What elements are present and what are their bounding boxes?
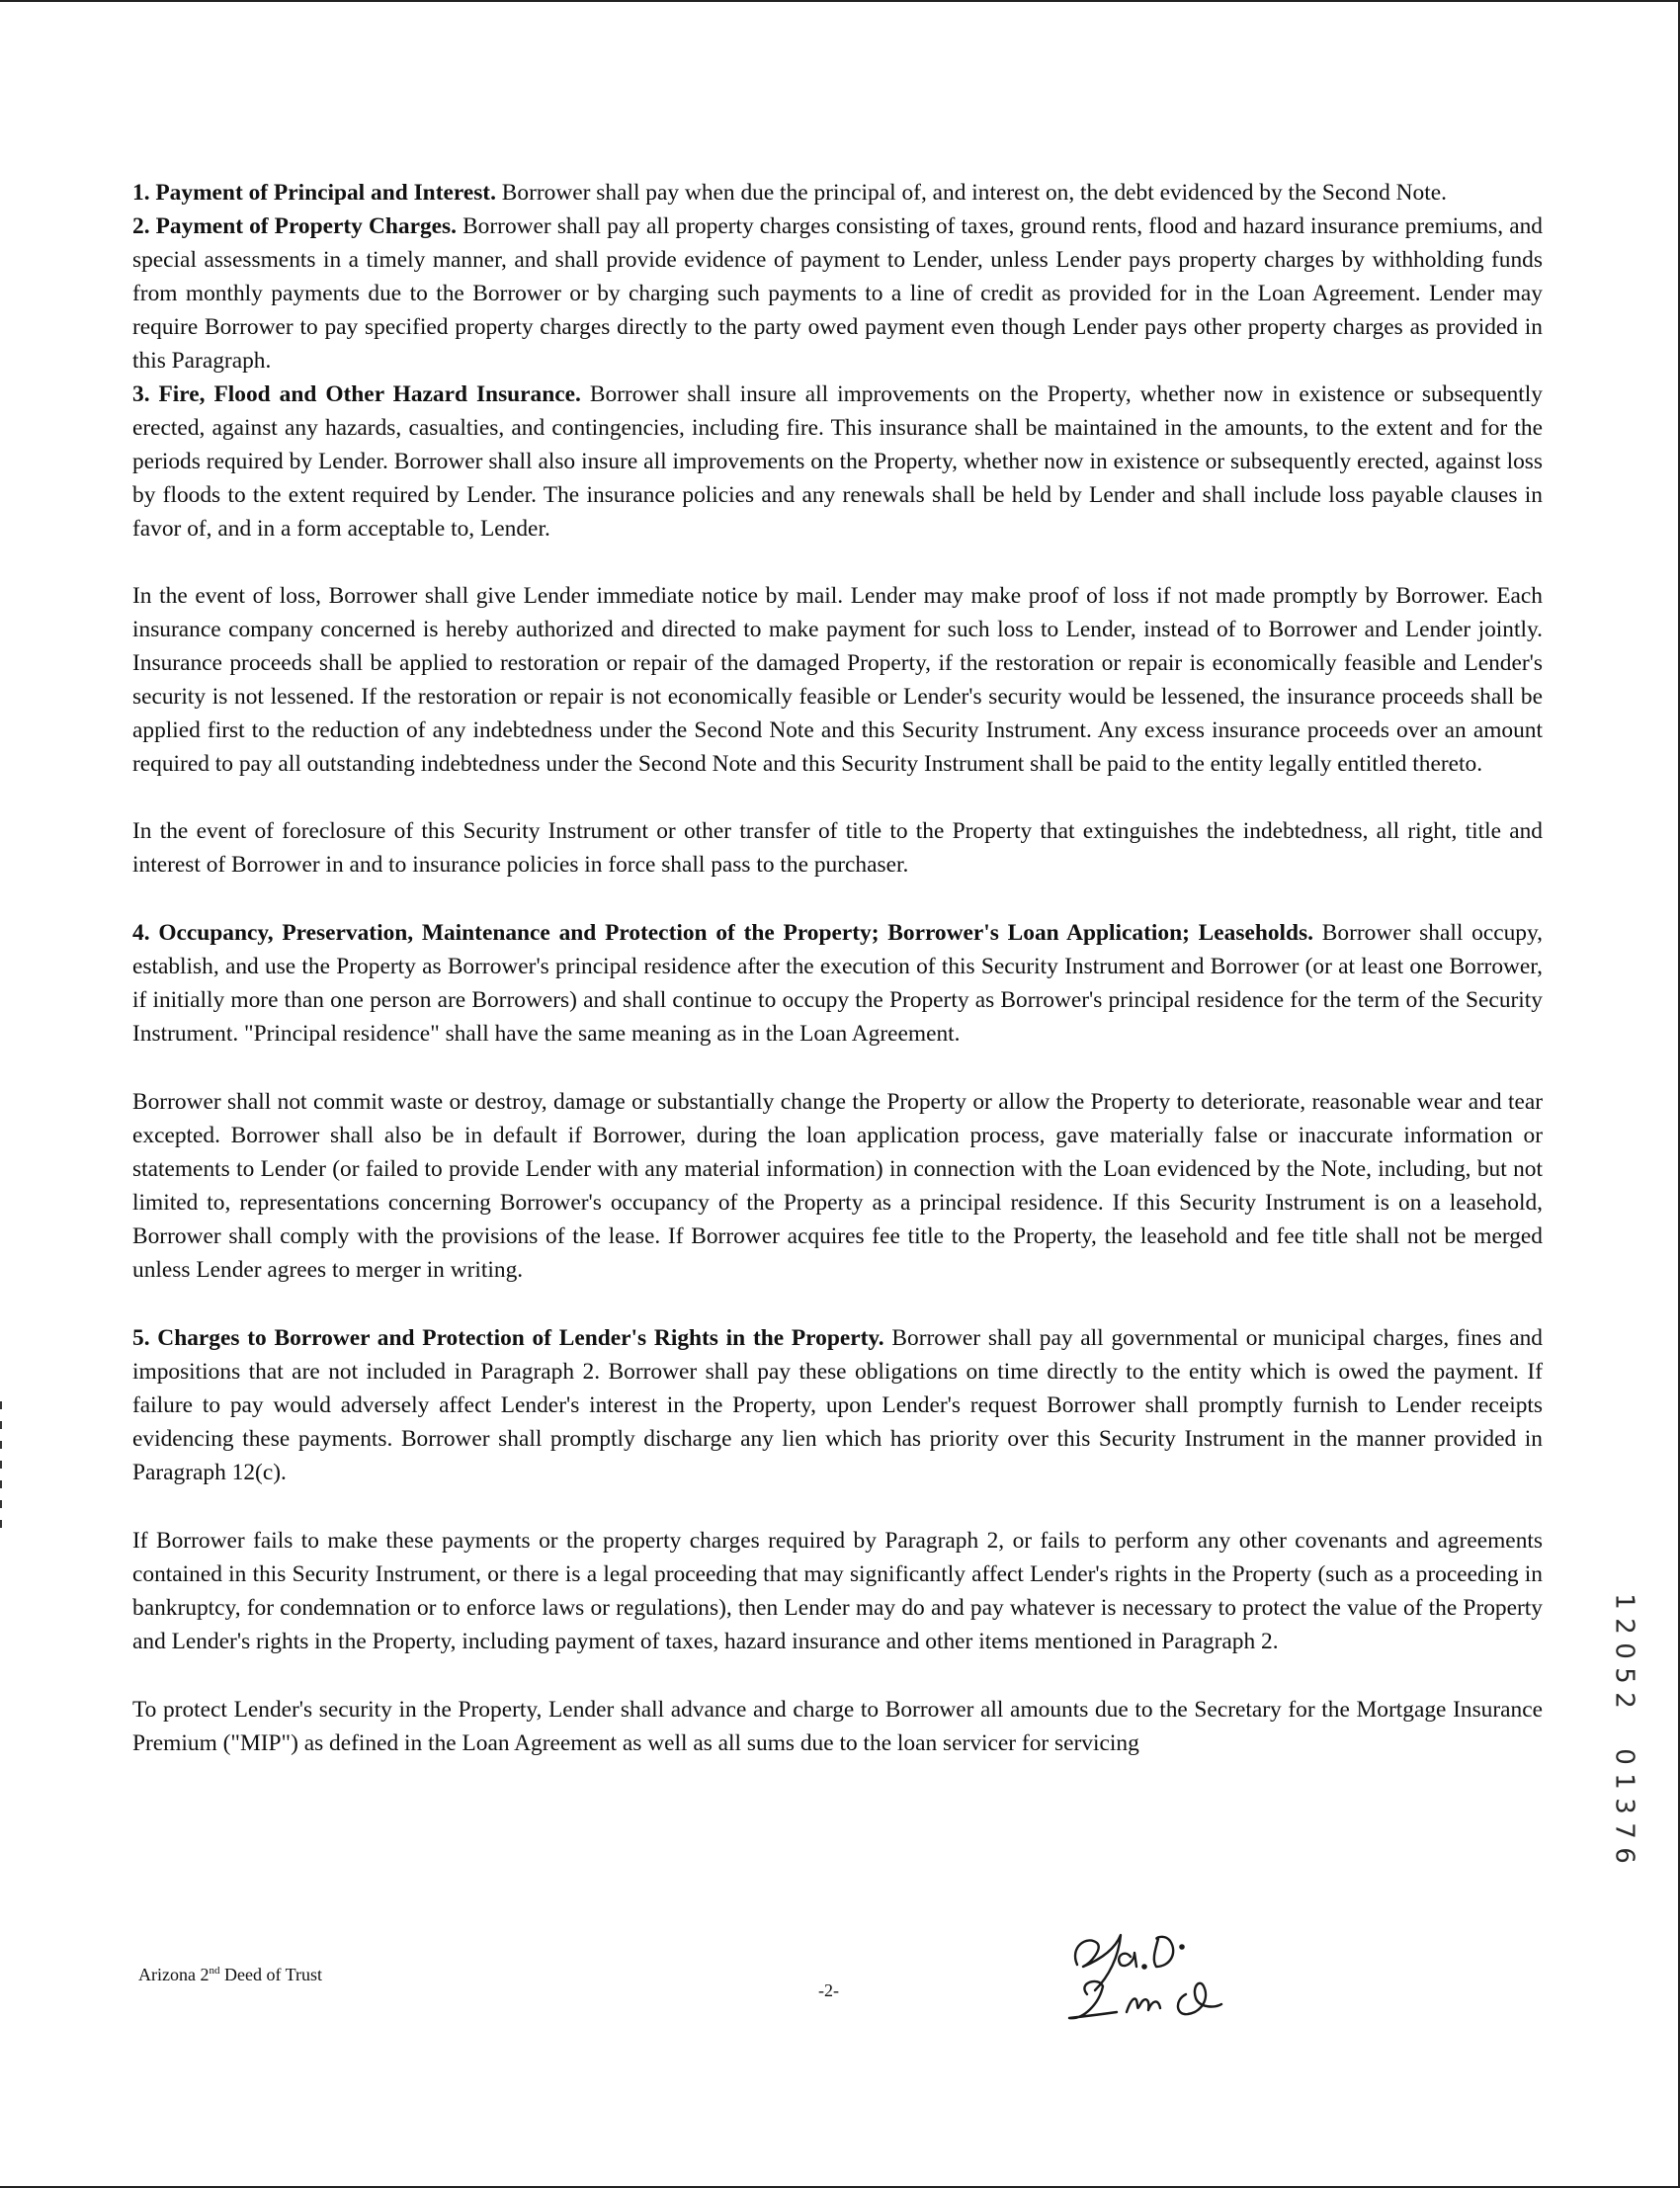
paragraph-3-foreclosure: In the event of foreclosure of this Security Instrument or other transfer of title to the Property that extinguishes the indebtedness, all right, title and interest of Borrower in and to insurance policies in force shall pass to the purchaser.: [132, 818, 1543, 878]
left-edge-scan-marks: [0, 1401, 2, 1530]
recording-digit: 7: [1609, 1822, 1639, 1839]
recording-digit: 1: [1609, 1773, 1639, 1790]
form-name-part: Deed of Trust: [219, 1965, 322, 1984]
paragraph-3: [132, 378, 1543, 546]
recording-digit: 2: [1609, 1618, 1639, 1635]
page-number: -2-: [818, 1980, 839, 2000]
recording-digit: 0: [1609, 1642, 1639, 1659]
paragraph-1: [132, 176, 1543, 210]
paragraph-2: [132, 210, 1543, 378]
recording-number: [1595, 1589, 1654, 1868]
paragraph-5-mip: To protect Lender's security in the Property, Lender shall advance and charge to Borrower all amounts due to the Secretary for the Mortgage Insurance Premium ("MIP") as defined in the Loan Agreement as well as all sums due to the loan servicer for servicing: [132, 1697, 1543, 1756]
recording-digit: 0: [1609, 1748, 1639, 1765]
paragraph-3-loss: In the event of loss, Borrower shall give Lender immediate notice by mail. Lender may make proof of loss if not made promptly by Borrower. Each insurance company concerned is hereby authorized and directed to make payment for such loss to Lender, instead of to Borrower and Lender jointly. Insurance proceeds shall be applied to restoration or repair of the damaged Property, if the restoration or repair is economically feasible and Lender's security is not lessened. If the restoration or repair is not economically feasible or Lender's security would be lessened, the insurance proceeds shall be applied first to the reduction of any indebtedness under the Second Note and this Security Instrument. Any excess insurance proceeds over an amount required to pay all outstanding indebtedness under the Second Note and this Security Instrument shall be paid to the entity legally entitled thereto.: [132, 583, 1543, 777]
paragraph-heading: 3. Fire, Flood and Other Hazard Insurance.: [132, 381, 581, 407]
recording-digit: 5: [1609, 1667, 1639, 1684]
recording-digit: 1: [1609, 1593, 1639, 1610]
top-border-line: [0, 0, 1680, 2]
paragraph-heading: 2. Payment of Property Charges.: [132, 213, 457, 239]
recording-digit: 2: [1609, 1692, 1639, 1709]
paragraph-4: [132, 916, 1543, 1051]
handwritten-initials: [1048, 1917, 1265, 2036]
paragraph-4-waste: Borrower shall not commit waste or destroy, damage or substantially change the Property or allow the Property to deteriorate, reasonable wear and tear excepted. Borrower shall also be in default if Borrower, during the loan application process, gave materially false or inaccurate information or statements to Lender (or failed to provide Lender with any material information) in connection with the Loan evidenced by the Note, including, but not limited to, representations concerning Borrower's occupancy of the Property as a principal residence. If this Security Instrument is on a leasehold, Borrower shall comply with the provisions of the lease. If Borrower acquires fee title to the Property, the leasehold and fee title shall not be merged unless Lender agrees to merger in writing.: [132, 1089, 1543, 1283]
paragraph-text: Borrower shall pay all property charges consisting of taxes, ground rents, flood and hazard insurance premiums, and special assessments in a timely manner, and shall provide evidence of payment to Lender, unless Lender pays property charges by withholding funds from monthly payments due to the Borrower or by charging such payments to a line of credit as provided for in the Loan Agreement. Lender may require Borrower to pay specified property charges directly to the party owed payment even though Lender pays other property charges as provided in this Paragraph.: [132, 213, 1543, 374]
recording-digit: 6: [1609, 1847, 1639, 1864]
paragraph-5: [132, 1321, 1543, 1489]
paragraph-heading: 1. Payment of Principal and Interest.: [132, 180, 496, 206]
paragraph-text: Borrower shall insure all improvements on the Property, whether now in existence or subsequently erected, against any hazards, casualties, and contingencies, including fire. This insurance shall be maintained in the amounts, to the extent and for the periods required by Lender. Borrower shall also insure all improvements on the Property, whether now in existence or subsequently erected, against loss by floods to the extent required by Lender. The insurance policies and any renewals shall be held by Lender and shall include loss payable clauses in favor of, and in a form acceptable to, Lender.: [132, 381, 1543, 542]
paragraph-text: Borrower shall occupy, establish, and use the Property as Borrower's principal residence after the execution of this Security Instrument and Borrower (or at least one Borrower, if initially more than one person are Borrowers) and shall continue to occupy the Property as Borrower's principal residence for the term of the Security Instrument. "Principal residence" shall have the same meaning as in the Loan Agreement.: [132, 920, 1543, 1047]
document-body: [132, 176, 1543, 1760]
form-name-superscript: nd: [209, 1965, 220, 1977]
form-name: [138, 1965, 322, 1985]
paragraph-5-failure: If Borrower fails to make these payments or the property charges required by Paragraph 2, or fails to perform any other covenants and agreements contained in this Security Instrument, or there is a legal proceeding that may significantly affect Lender's rights in the Property (such as a proceeding in bankruptcy, for condemnation or to enforce laws or regulations), then Lender may do and pay whatever is necessary to protect the value of the Property and Lender's rights in the Property, including payment of taxes, hazard insurance and other items mentioned in Paragraph 2.: [132, 1528, 1543, 1654]
recording-digit: 3: [1609, 1798, 1639, 1814]
paragraph-text: Borrower shall pay all governmental or municipal charges, fines and impositions that are not included in Paragraph 2. Borrower shall pay these obligations on time directly to the entity which is owed the payment. If failure to pay would adversely affect Lender's interest in the Property, upon Lender's request Borrower shall promptly furnish to Lender receipts evidencing these payments. Borrower shall promptly discharge any lien which has priority over this Security Instrument in the manner provided in Paragraph 12(c).: [132, 1325, 1543, 1485]
paragraph-heading: 4. Occupancy, Preservation, Maintenance and Protection of the Property; Borrower's Loan Application; Leaseholds.: [132, 920, 1313, 946]
paragraph-heading: 5. Charges to Borrower and Protection of Lender's Rights in the Property.: [132, 1325, 884, 1351]
form-name-part: Arizona 2: [138, 1965, 210, 1984]
paragraph-text: Borrower shall pay when due the principal of, and interest on, the debt evidenced by the Second Note.: [495, 180, 1447, 206]
